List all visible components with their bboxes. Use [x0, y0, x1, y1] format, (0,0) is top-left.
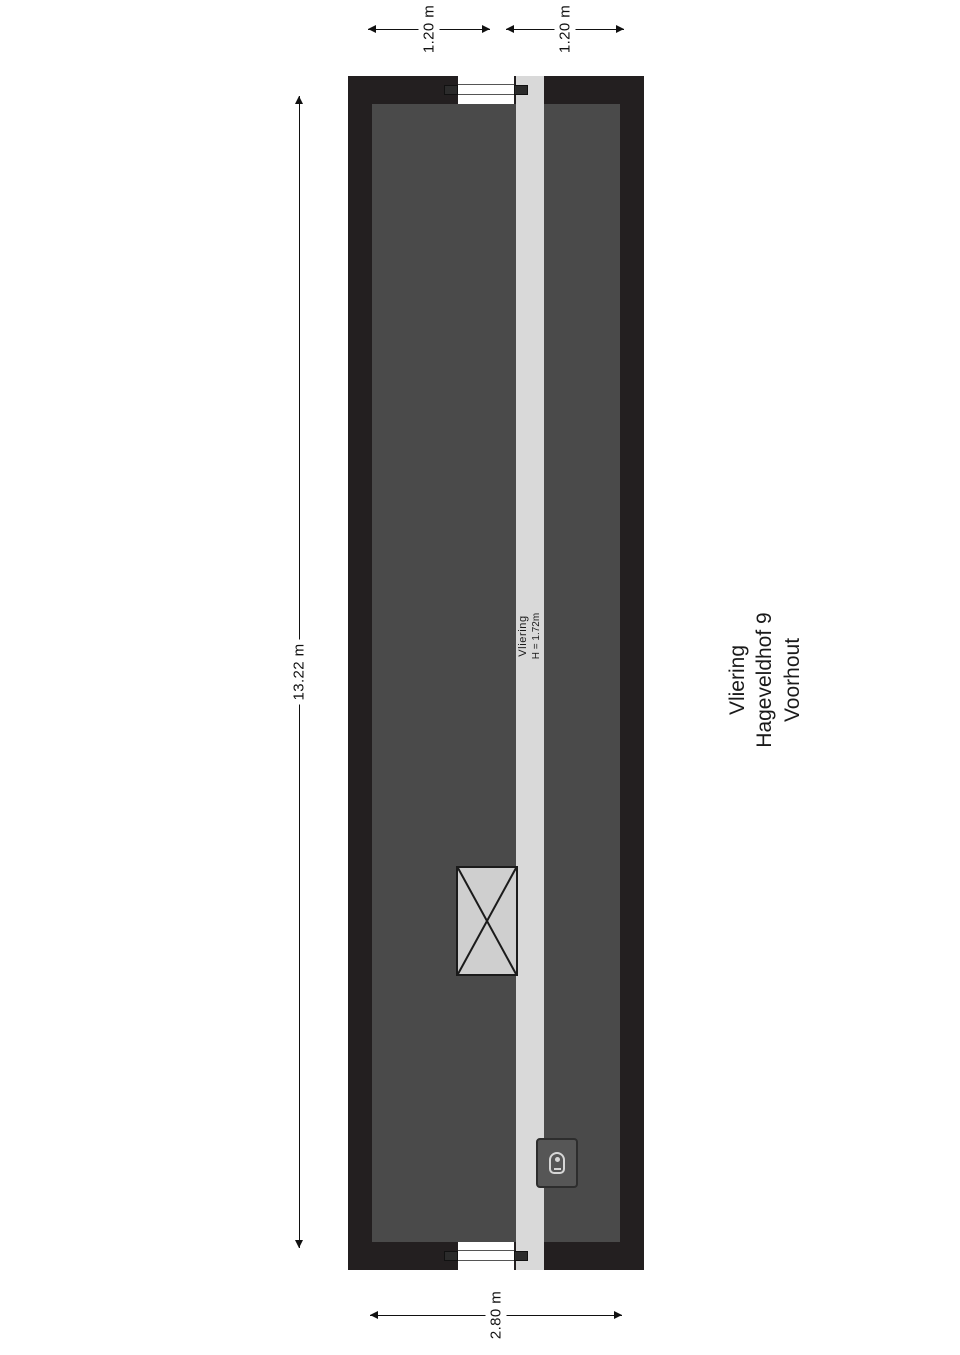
dimension-label-top-right: 1.20 m — [555, 2, 576, 56]
dimension-left-vertical — [288, 96, 312, 1248]
dimension-label-top-left: 1.20 m — [419, 2, 440, 56]
arrow-right-icon — [614, 1311, 622, 1319]
wall-stub-bottom-right — [514, 1251, 528, 1261]
boiler-icon — [536, 1138, 578, 1188]
title-block — [700, 540, 830, 820]
stair-hatch-icon — [456, 866, 518, 976]
wall-stub-top-left — [444, 85, 458, 95]
boiler-glyph — [549, 1152, 565, 1174]
arrow-left-icon — [506, 25, 514, 33]
dimension-label-depth: 13.22 m — [289, 640, 310, 705]
wall-stub-bottom-left — [444, 1251, 458, 1261]
wall-stub-top-right — [514, 85, 528, 95]
wall-opening-bottom — [458, 1242, 514, 1270]
title-city: Voorhout — [780, 637, 804, 723]
dimension-top-right — [506, 4, 624, 54]
arrow-up-icon — [295, 96, 303, 104]
attic-floor-area-right — [544, 104, 620, 1242]
wall-opening-top — [458, 76, 514, 104]
arrow-right-icon — [616, 25, 624, 33]
title-floor-name: Vliering — [726, 644, 750, 716]
dimension-bottom-width — [370, 1290, 622, 1340]
arrow-left-icon — [368, 25, 376, 33]
arrow-left-icon — [370, 1311, 378, 1319]
arrow-right-icon — [482, 25, 490, 33]
dimension-label-width: 2.80 m — [486, 1288, 507, 1342]
opening-hatch-lines-bottom — [458, 1242, 514, 1270]
room-height-label: H = 1.72m — [530, 612, 542, 660]
dimension-top-left — [368, 4, 490, 54]
room-label — [517, 613, 543, 659]
title-address: Hageveldhof 9 — [753, 612, 777, 748]
room-name: Vliering — [516, 615, 529, 657]
floor-plan — [348, 76, 644, 1270]
attic-floor-area-left — [372, 104, 516, 1242]
arrow-down-icon — [295, 1240, 303, 1248]
opening-hatch-lines-top — [458, 76, 514, 104]
ridge-walkway — [516, 76, 544, 1270]
